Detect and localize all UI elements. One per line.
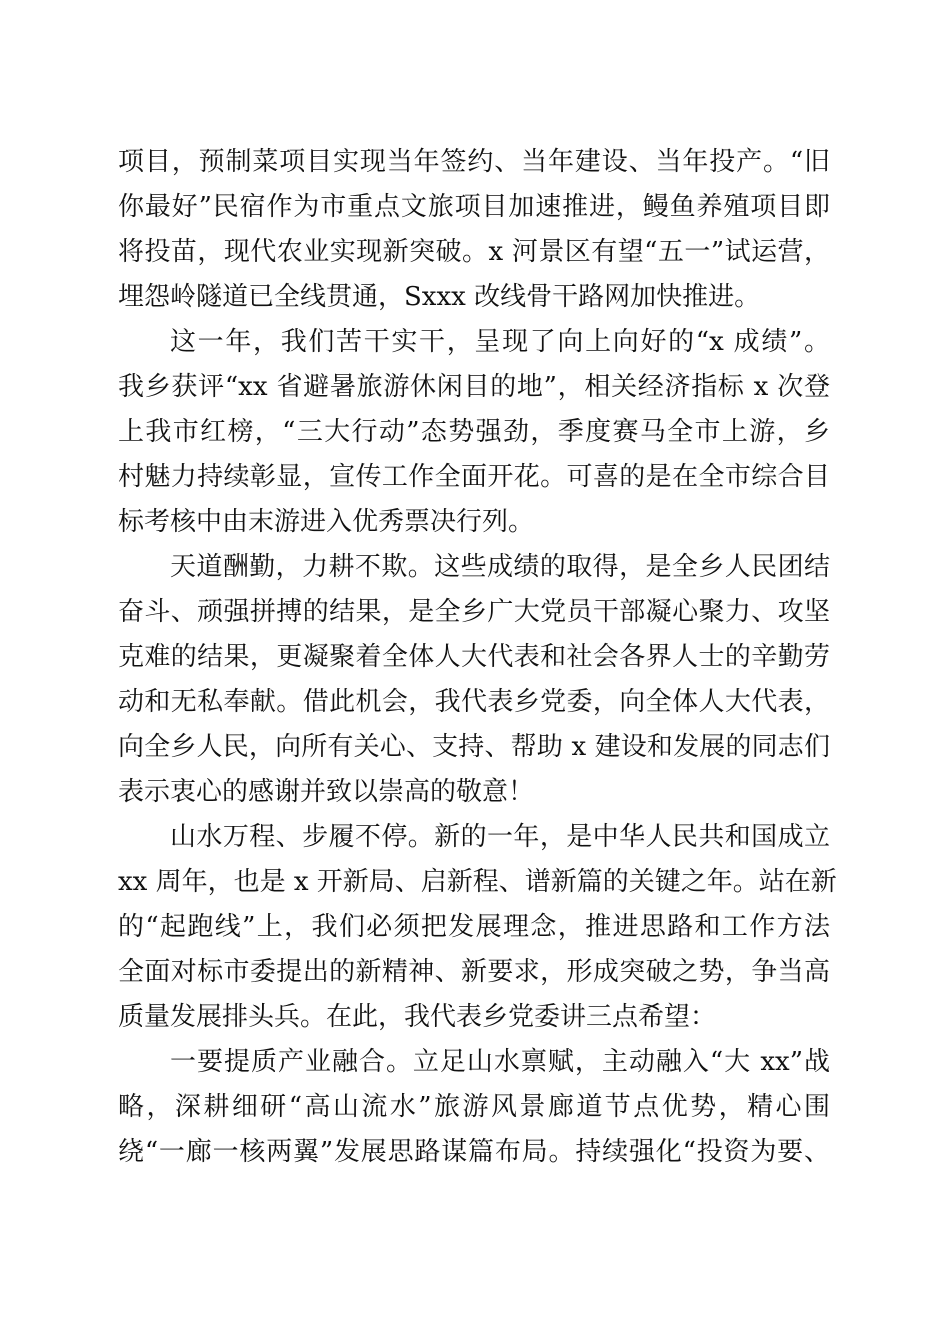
text-line: 你最好”民宿作为市重点文旅项目加速推进，鳗鱼养殖项目即 xyxy=(118,192,830,222)
text-line: 克难的结果，更凝聚着全体人大代表和社会各界人士的辛勤劳 xyxy=(118,642,830,672)
text-line: 动和无私奉献。借此机会，我代表乡党委，向全体人大代表， xyxy=(118,687,830,717)
text-line: 绕“一廊一核两翼”发展思路谋篇布局。持续强化“投资为要、 xyxy=(118,1137,830,1167)
text-line: 略，深耕细研“高山流水”旅游风景廊道节点优势，精心围 xyxy=(118,1092,830,1122)
text-line: xx 周年，也是 x 开新局、启新程、谱新篇的关键之年。站在新 xyxy=(118,867,837,897)
paragraph-first-line: 天道酬勤，力耕不欺。这些成绩的取得，是全乡人民团结 xyxy=(170,552,830,582)
document-body xyxy=(118,140,837,1175)
paragraph-first-line: 这一年，我们苦干实干，呈现了向上向好的“x 成绩”。 xyxy=(170,327,830,357)
text-line: 的“起跑线”上，我们必须把发展理念，推进思路和工作方法 xyxy=(118,912,830,942)
text-line: 表示衷心的感谢并致以崇高的敬意！ xyxy=(118,777,535,807)
text-line: 将投苗，现代农业实现新突破。x 河景区有望“五一”试运营， xyxy=(118,237,830,267)
text-line: 全面对标市委提出的新精神、新要求，形成突破之势，争当高 xyxy=(118,957,830,987)
text-line: 上我市红榜，“三大行动”态势强劲，季度赛马全市上游，乡 xyxy=(118,417,830,447)
text-line: 项目，预制菜项目实现当年签约、当年建设、当年投产。“旧 xyxy=(118,147,830,177)
paragraph-first-line: 一要提质产业融合。立足山水禀赋，主动融入“大 xx”战 xyxy=(170,1047,830,1077)
text-line: 奋斗、顽强拼搏的结果，是全乡广大党员干部凝心聚力、攻坚 xyxy=(118,597,830,627)
text-line: 埋怨岭隧道已全线贯通，Sxxx 改线骨干路网加快推进。 xyxy=(118,282,761,312)
text-line: 质量发展排头兵。在此，我代表乡党委讲三点希望： xyxy=(118,1002,717,1032)
text-line: 向全乡人民，向所有关心、支持、帮助 x 建设和发展的同志们 xyxy=(118,732,830,762)
paragraph-first-line: 山水万程、步履不停。新的一年，是中华人民共和国成立 xyxy=(170,822,830,852)
text-line: 我乡获评“xx 省避暑旅游休闲目的地”，相关经济指标 x 次登 xyxy=(118,372,830,402)
text-line: 标考核中由末游进入优秀票决行列。 xyxy=(118,507,535,537)
text-line: 村魅力持续彰显，宣传工作全面开花。可喜的是在全市综合目 xyxy=(118,462,830,492)
